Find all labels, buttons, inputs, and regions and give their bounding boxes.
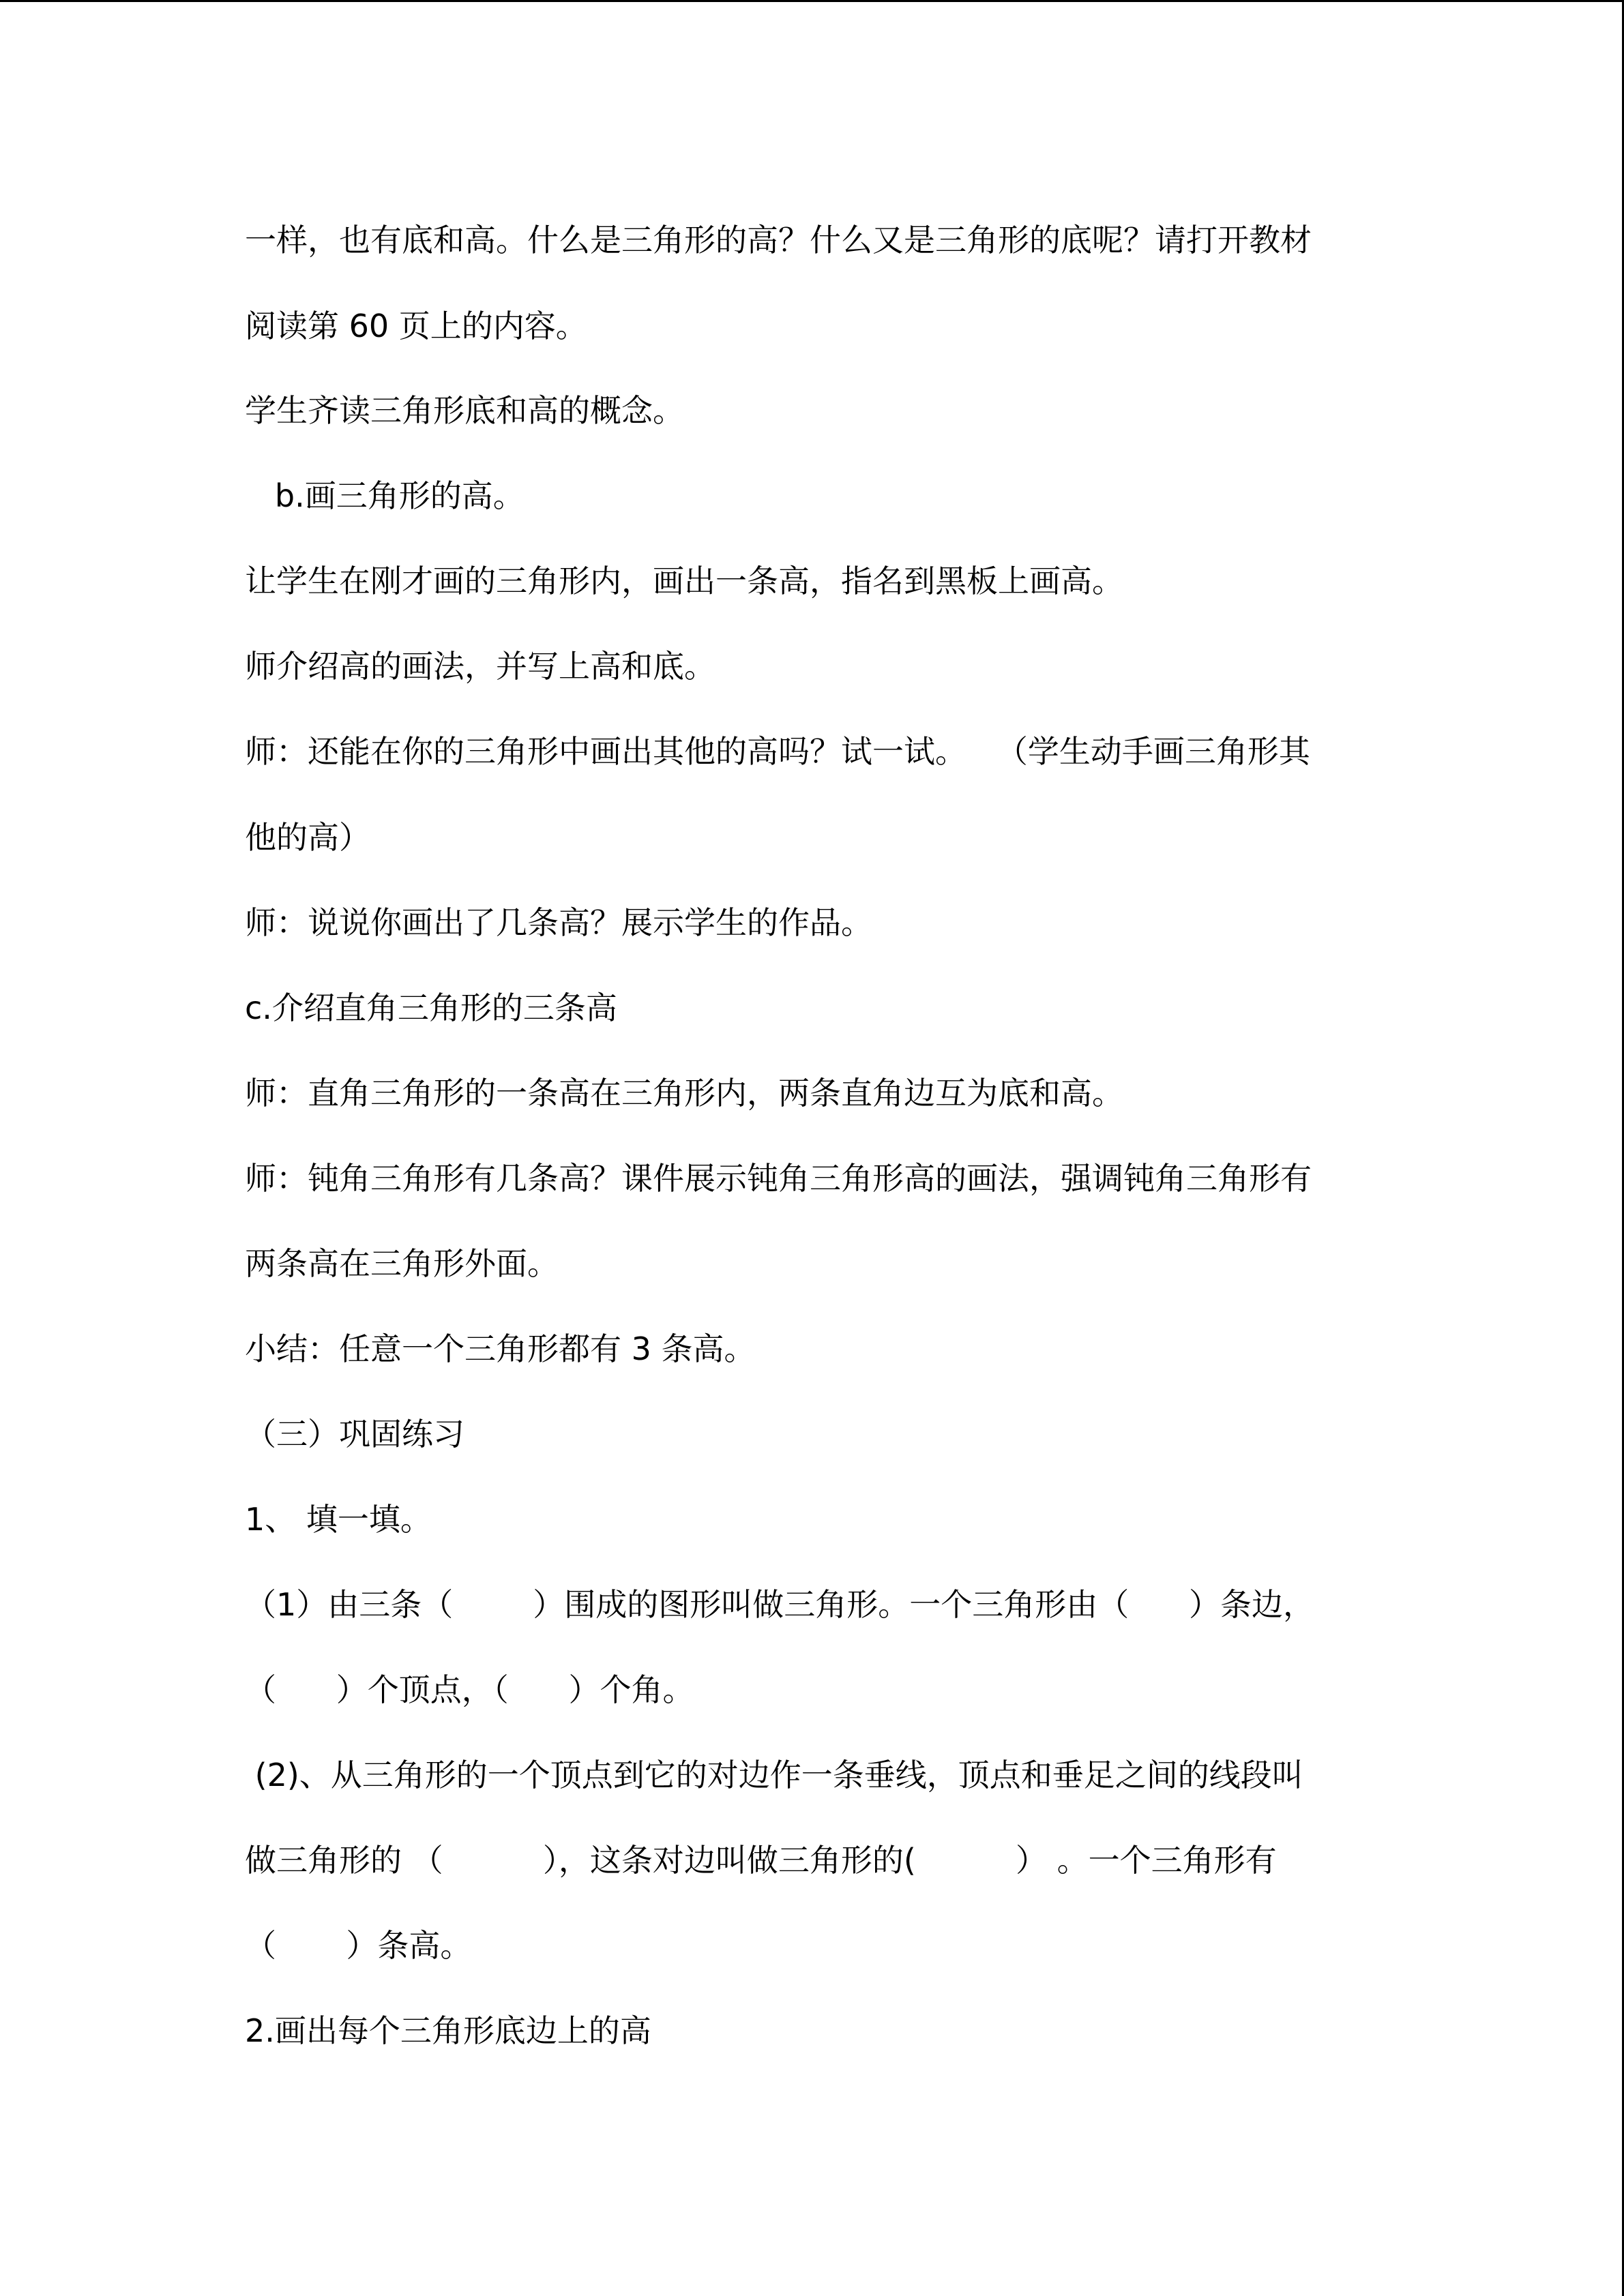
- text-line: （ ）个顶点，（ ）个角。: [245, 1671, 694, 1708]
- text-line: 2.画出每个三角形底边上的高: [245, 2012, 651, 2049]
- text-line: （1）由三条（ ）围成的图形叫做三角形。一个三角形由（ ）条边，: [245, 1586, 1314, 1623]
- text-line: 做三角形的 （ ），这条对边叫做三角形的( ） 。一个三角形有: [245, 1842, 1277, 1879]
- text-line: 师：说说你画出了几条高？展示学生的作品。: [245, 904, 872, 941]
- text-line: 师：直角三角形的一条高在三角形内，两条直角边互为底和高。: [245, 1075, 1123, 1112]
- text-line: 小结：任意一个三角形都有 3 条高。: [245, 1330, 756, 1367]
- text-line: 阅读第 60 页上的内容。: [245, 308, 587, 344]
- text-line: 他的高）: [245, 819, 370, 856]
- text-line: 学生齐读三角形底和高的概念。: [245, 392, 684, 429]
- text-line: (2)、从三角形的一个顶点到它的对边作一条垂线，顶点和垂足之间的线段叫: [245, 1757, 1303, 1793]
- text-line: 1、 填一填。: [245, 1501, 432, 1538]
- text-line: 让学生在刚才画的三角形内，画出一条高，指名到黑板上画高。: [245, 563, 1123, 599]
- text-line: 两条高在三角形外面。: [245, 1245, 559, 1282]
- text-line: 师：钝角三角形有几条高？课件展示钝角三角形高的画法，强调钝角三角形有: [245, 1160, 1312, 1197]
- text-line: 师：还能在你的三角形中画出其他的高吗？试一试。 （学生动手画三角形其: [245, 733, 1310, 770]
- section-heading: （三）巩固练习: [245, 1416, 464, 1452]
- text-line: （ ）条高。: [245, 1927, 472, 1964]
- text-line: b.画三角形的高。: [245, 477, 525, 514]
- text-line: c.介绍直角三角形的三条高: [245, 989, 617, 1026]
- text-line: 师介绍高的画法，并写上高和底。: [245, 648, 715, 685]
- text-line: 一样，也有底和高。什么是三角形的高？什么又是三角形的底呢？请打开教材: [245, 222, 1312, 258]
